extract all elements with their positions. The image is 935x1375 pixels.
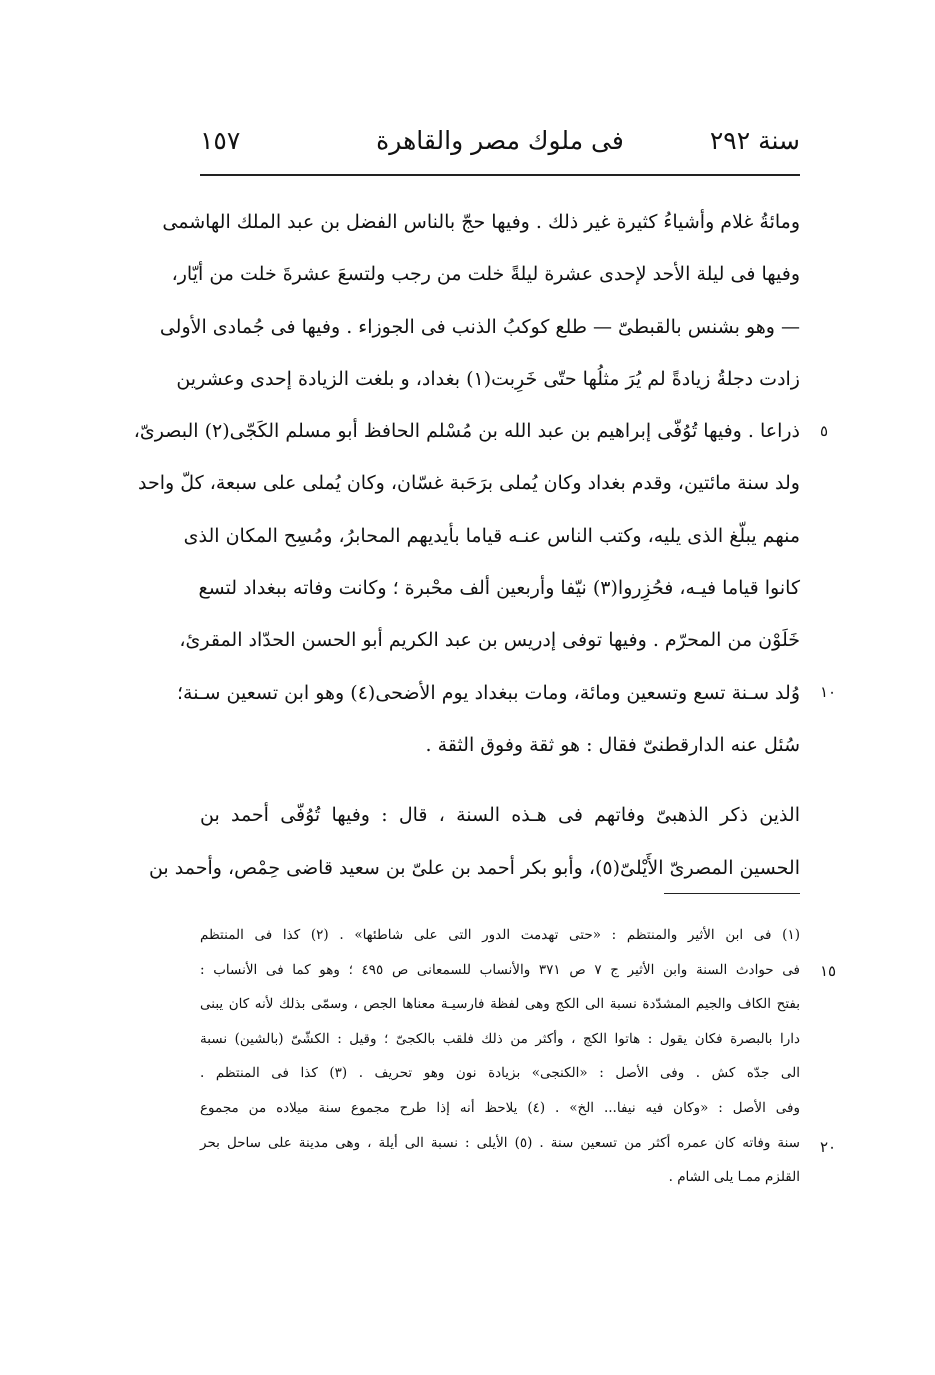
- year-heading: سنة ٢٩٢: [709, 126, 800, 155]
- text-line: منهم يبلّغ الذى يليه، وكتب الناس عنـه قياما بأيديهم المحابرُ، ومُسِح المكان الذى: [183, 524, 800, 547]
- paragraph-gap: [200, 771, 800, 789]
- footnote-line: فى حوادث السنة وابن الأثير ج ٧ ص ٣٧١ والأنساب للسمعانى ص ٤٩٥ ؛ وهو كما فى الأنساب :: [200, 961, 801, 978]
- footnote-line: دارا بالبصرة فكان يقول : هاتوا الكج ، وأكثر من ذلك فلقب بالكجىّ ؛ وقيل : الكشّىّ (بالشين) نسبة: [200, 1030, 800, 1047]
- footnote-line: القلزم ممـا يلى الشام .: [668, 1169, 800, 1186]
- text-line: الحسين المصرىّ الأَيْلىّ(٥)، وأبو بكر أحمد بن علىّ بن سعيد قاضى حِمْص، وأحمد بن: [148, 856, 800, 879]
- text-line: زادت دجلةُ زيادةً لم يُرَ مثلُها حتّى خَرِبت(١) بغداد، و بلغت الزيادة إحدى وعشرين: [176, 367, 800, 390]
- page-number: ١٥٧: [200, 126, 241, 155]
- margin-line-number: ١٠: [820, 683, 837, 701]
- margin-line-number: ٥: [820, 422, 829, 440]
- text-line: وُلد سـنة تسع وتسعين ومائة، ومات ببغداد يوم الأضحى(٤) وهو ابن تسعين سـنة؛: [177, 681, 800, 704]
- footnote-line: الى جدّه كش . وفى الأصل : «الكنجى» بزيادة نون وهو تحريف . (٣) كذا فى المنتظم .: [200, 1065, 800, 1082]
- text-line: ولد سنة مائتين، وقدم بغداد وكان يُملى برَحَبة غسّان، وكان يُملى على سبعة، كلّ واحد: [138, 472, 800, 495]
- footnote-line: سنة وفاته كان عمره أكثر من تسعين سنة . (٥) الأيلى : نسبة الى أيلة ، وهى مدينة على ساحل بحر: [200, 1134, 800, 1151]
- text-line: سُئل عنه الدارقطنىّ فقال : هو ثقة وفوق الثقة .: [425, 733, 800, 756]
- footnote-line: (١) فى ابن الأثير والمنتظم : «حتى تهدمت الدور التى على شاطئها» . (٢) كذا فى المنتظم: [200, 927, 800, 943]
- margin-line-number: ١٥: [820, 962, 837, 980]
- text-line: — وهو بشنس بالقبطىّ — طلع كوكبُ الذنب فى الجوزاء . وفيها فى جُمادى الأولى: [159, 315, 800, 338]
- text-line: ومائةُ غلام وأشياءُ كثيرة غير ذلك . وفيها حجّ بالناس الفضل بن عبد الملك الهاشمى: [162, 211, 800, 233]
- running-title: فى ملوك مصر والقاهرة: [376, 126, 624, 155]
- text-line: كانوا قياما فيـه، فحُزِروا(٣) نيّفا وأربعين ألف محْبرة ؛ وكانت وفاته ببغداد لتسع: [198, 577, 800, 600]
- text-line: وفيها فى ليلة الأحد لإحدى عشرة ليلةً خلت من رجب ولتسعَ عشرةَ خلت من أيّار،: [171, 263, 800, 286]
- footnote-rule: [664, 893, 800, 894]
- page-header: [200, 112, 800, 172]
- text-line: خَلَوْن من المحرّم . وفيها توفى إدريس بن عبد الكريم أبو الحسن الحدّاد المقرئ،: [179, 629, 800, 652]
- footnotes: [200, 918, 800, 1195]
- footnote-line: وفى الأصل : «وكان فيه نيفا... الخ» . (٤) يلاحظ أنه إذا طرح مجموع سنة ميلاده من مجموع: [200, 1099, 800, 1116]
- header-rule: [200, 174, 800, 176]
- text-line: الذين ذكر الذهبىّ وفاتهم فى هـذه السنة ، قال : وفيها تُوُفّى أحمد بن: [200, 804, 800, 827]
- footnote-line: بفتح الكاف والجيم المشدّدة نسبة الى الكج وهى لفظة فارسيـة معناها الجص ، وسمّى بذلك لأنه كان يبنى: [200, 996, 800, 1013]
- main-text: [133, 196, 800, 894]
- margin-line-number: ٢٠: [820, 1138, 837, 1156]
- text-line: ذراعا . وفيها تُوُفّى إبراهيم بن عبد الله بن مُسْلم الحافظ أبو مسلم الكَجّى(٢) البصرىّ،: [133, 420, 800, 443]
